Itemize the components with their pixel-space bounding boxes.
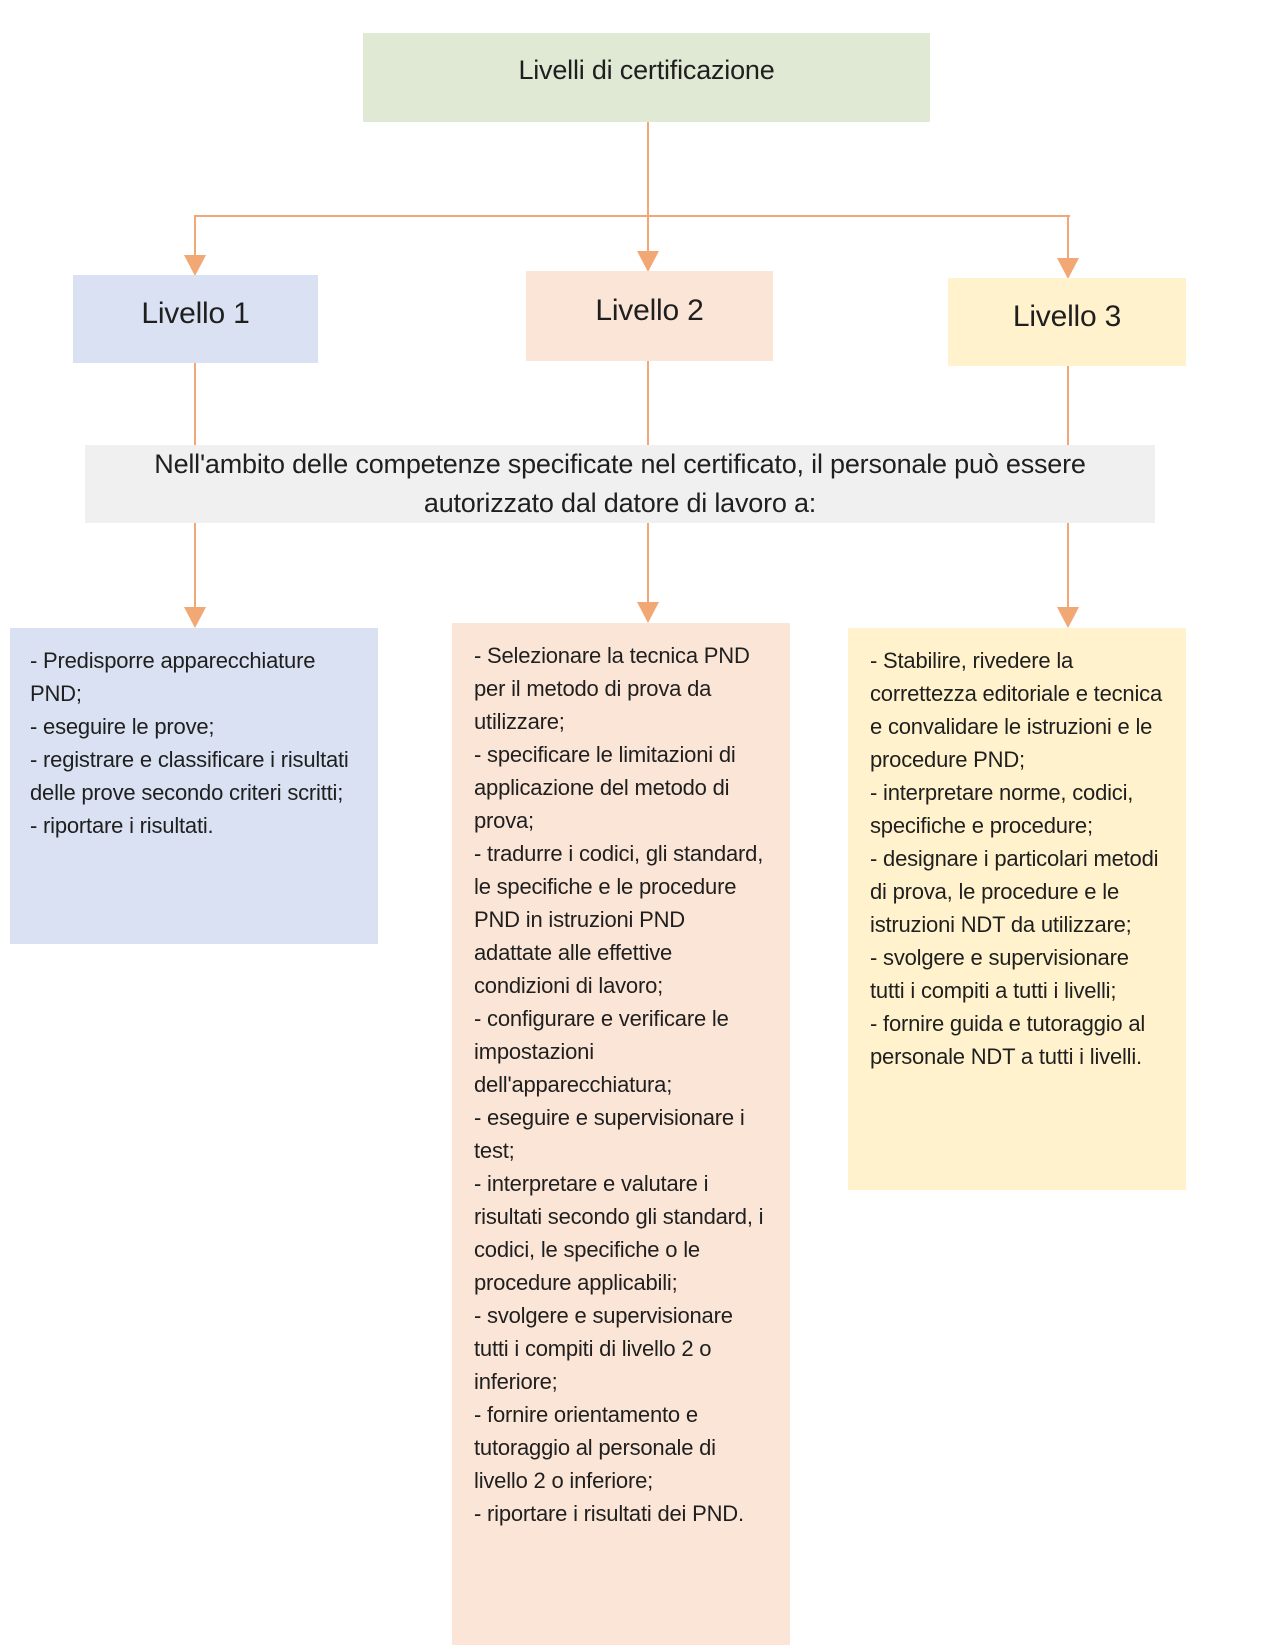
task-item: - riportare i risultati. <box>30 813 214 838</box>
task-item: - eseguire e supervisionare i test; <box>474 1105 745 1163</box>
task-item: - designare i particolari metodi di prova, le procedure e le istruzioni NDT da utilizzare; <box>870 846 1159 937</box>
connector-line <box>194 215 1070 217</box>
arrowhead-down-icon <box>184 607 206 628</box>
level-1-label: Livello 1 <box>141 297 250 330</box>
task-item: - riportare i risultati dei PND. <box>474 1501 744 1526</box>
authorization-note-text: Nell'ambito delle competenze specificate nel certificato, il personale può essere autorizzato dal datore di lavoro a: <box>154 449 1086 518</box>
task-item: - Predisporre apparecchiature PND; <box>30 648 316 706</box>
level-3-header <box>948 278 1186 366</box>
task-item: - Selezionare la tecnica PND per il metodo di prova da utilizzare; <box>474 643 750 734</box>
connector-line <box>194 523 196 608</box>
task-item: - tradurre i codici, gli standard, le specifiche e le procedure PND in istruzioni PND adattate alle effettive condizioni di lavoro; <box>474 841 764 998</box>
task-item: - eseguire le prove; <box>30 714 215 739</box>
task-item: - svolgere e supervisionare tutti i compiti di livello 2 o inferiore; <box>474 1303 733 1394</box>
task-item: - interpretare norme, codici, specifiche e procedure; <box>870 780 1134 838</box>
authorization-note <box>85 445 1155 523</box>
connector-line <box>1067 523 1069 608</box>
task-item: - svolgere e supervisionare tutti i compiti a tutti i livelli; <box>870 945 1129 1003</box>
task-item: - Stabilire, rivedere la correttezza editoriale e tecnica e convalidare le istruzioni e le procedure PND; <box>870 648 1162 772</box>
task-item: - registrare e classificare i risultati delle prove secondo criteri scritti; <box>30 747 349 805</box>
arrowhead-down-icon <box>637 251 659 272</box>
level-3-tasks-box <box>848 628 1186 1190</box>
level-2-tasks-box <box>452 623 790 1645</box>
connector-line <box>1067 366 1069 445</box>
task-item: - configurare e verificare le impostazioni dell'apparecchiatura; <box>474 1006 729 1097</box>
title-box <box>363 33 930 122</box>
connector-line <box>647 361 649 445</box>
connector-line <box>194 216 196 256</box>
title-label: Livelli di certificazione <box>518 55 775 85</box>
arrowhead-down-icon <box>1057 258 1079 279</box>
connector-line <box>647 122 649 253</box>
task-item: - fornire orientamento e tutoraggio al personale di livello 2 o inferiore; <box>474 1402 716 1493</box>
task-item: - specificare le limitazioni di applicazione del metodo di prova; <box>474 742 736 833</box>
task-item: - interpretare e valutare i risultati secondo gli standard, i codici, le specifiche o le procedure applicabili; <box>474 1171 764 1295</box>
arrowhead-down-icon <box>1057 607 1079 628</box>
arrowhead-down-icon <box>637 602 659 623</box>
connector-line <box>1067 216 1069 259</box>
level-2-header <box>526 271 773 361</box>
task-item: - fornire guida e tutoraggio al personale NDT a tutti i livelli. <box>870 1011 1146 1069</box>
level-1-header <box>73 275 318 363</box>
level-2-label: Livello 2 <box>595 294 704 327</box>
connector-line <box>194 363 196 445</box>
arrowhead-down-icon <box>184 255 206 276</box>
connector-line <box>647 523 649 603</box>
level-1-tasks-box <box>10 628 378 944</box>
level-3-label: Livello 3 <box>1012 300 1122 333</box>
